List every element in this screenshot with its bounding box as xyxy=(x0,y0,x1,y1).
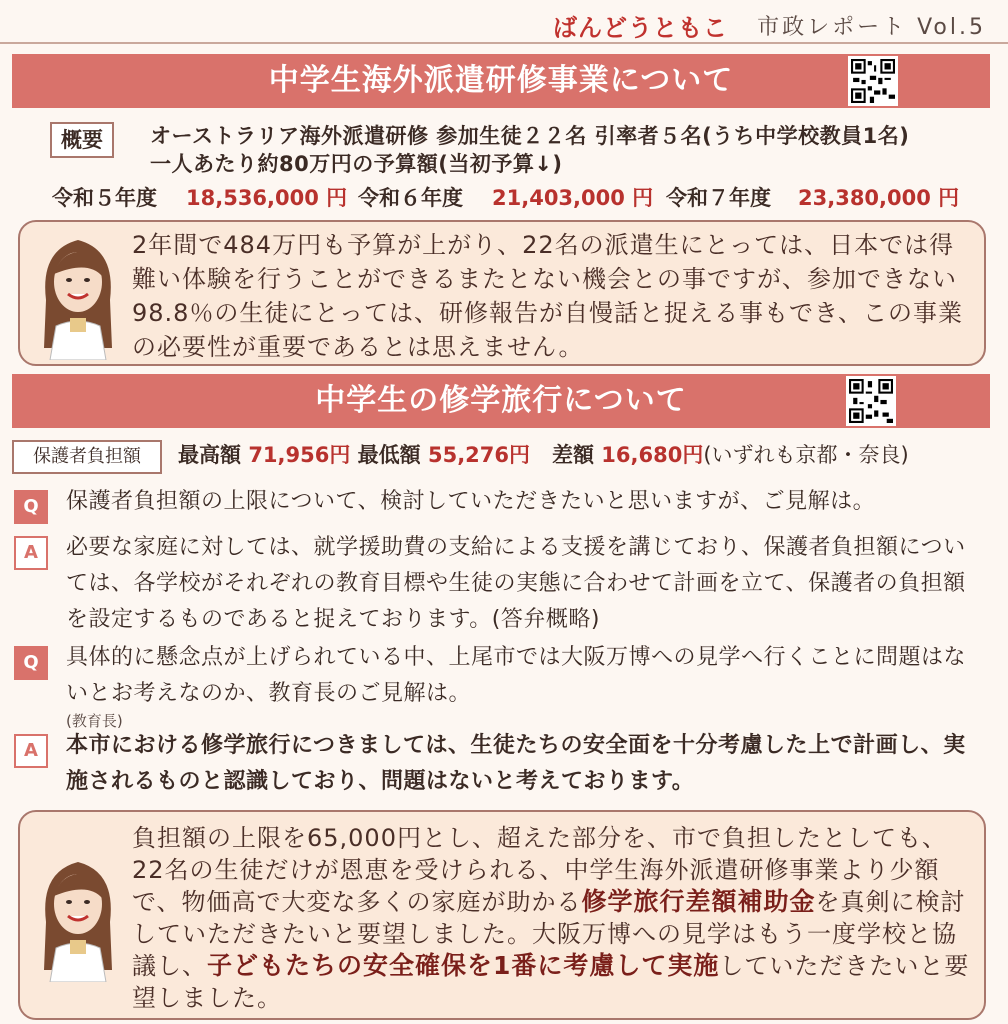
overview-line-2: 一人あたり約80万円の予算額(当初予算↓) xyxy=(150,152,563,176)
author-name: ばんどうともこ xyxy=(553,14,728,42)
diff-label: 差額 xyxy=(551,443,594,467)
comment-part-3: していただきたいと要望しました。 xyxy=(132,952,970,1012)
comment-highlight-2: 子どもたちの安全確保を1番に考慮して実施 xyxy=(207,951,720,980)
burden-summary xyxy=(178,440,909,470)
budget-amount: 23,380,000 円 xyxy=(798,186,960,210)
comment-box xyxy=(18,810,986,1020)
budget-row xyxy=(0,182,1008,212)
budget-year-label: 令和６年度 xyxy=(358,186,463,210)
answer-mark: A xyxy=(14,734,48,768)
section2-title: 中学生の修学旅行について xyxy=(12,374,990,428)
question-text: 具体的に懸念点が上げられている中、上尾市では大阪万博への見学へ行くことに問題はないとお考えなのか、教育長のご見解は。 xyxy=(66,645,967,706)
qr-code-icon[interactable] xyxy=(848,56,898,106)
overview-line-1: オーストラリア海外派遣研修 参加生徒２２名 引率者５名(うち中学校教員1名) xyxy=(150,124,910,148)
budget-amount: 18,536,000 円 xyxy=(186,186,348,210)
diff-value: 16,680円 xyxy=(601,443,704,467)
answer-mark: A xyxy=(14,536,48,570)
question-mark: Q xyxy=(14,490,48,524)
comment-highlight-1: 修学旅行差額補助金 xyxy=(581,887,816,916)
comment-text xyxy=(132,822,972,1014)
max-value: 71,956円 xyxy=(248,443,351,467)
report-title: 市政レポート Vol.5 xyxy=(757,15,986,40)
respondent-label: (教育長) xyxy=(66,712,123,730)
budget-year-label: 令和５年度 xyxy=(52,186,157,210)
qr-code-icon[interactable] xyxy=(846,376,896,426)
avatar-illustration-icon xyxy=(32,230,124,360)
comment-text: 2年間で484万円も予算が上がり、22名の派遣生にとっては、日本では得難い体験を行うことができるまたとない機会との事ですが、参加できない98.8％の生徒にとっては、研修報告が自慢話と捉える事もでき、この事業の必要性が重要であるとは思えません。 xyxy=(132,231,963,361)
page-header xyxy=(0,0,1008,44)
budget-year-label: 令和７年度 xyxy=(666,186,771,210)
answer-text: 本市における修学旅行につきましては、生徒たちの安全面を十分考慮した上で計画し、実施されるものと認識しており、問題はないと考えております。 xyxy=(66,733,966,794)
budget-amount: 21,403,000 円 xyxy=(492,186,654,210)
comment-part-1: 負担額の上限を65,000円とし、超えた部分を、市で負担したとしても、22名の生徒だけが恩恵を受けられる、中学生海外派遣研修事業より少額で、物価高で大変な多くの家庭が助かる xyxy=(132,824,947,916)
answer-text: 必要な家庭に対しては、就学援助費の支給による支援を講じており、保護者負担額については、各学校がそれぞれの教育目標や生徒の実態に合わせて計画を立て、保護者の負担額を設定するものであると捉えております。(答弁概略) xyxy=(66,535,966,632)
comment-box xyxy=(18,220,986,366)
burden-tag: 保護者負担額 xyxy=(12,440,162,474)
avatar-illustration-icon xyxy=(32,852,124,982)
overview-tag: 概要 xyxy=(50,122,114,158)
section1-title: 中学生海外派遣研修事業について xyxy=(12,54,990,108)
max-label: 最高額 xyxy=(178,443,241,467)
comment-part-2: を真剣に検討していただきたいと要望しました。大阪万博への見学はもう一度学校と協議し、 xyxy=(132,888,966,980)
min-label: 最低額 xyxy=(357,443,421,467)
question-mark: Q xyxy=(14,646,48,680)
question-text: 保護者負担額の上限について、検討していただきたいと思いますが、ご見解は。 xyxy=(66,489,876,514)
burden-note: (いずれも京都・奈良) xyxy=(703,443,909,467)
min-value: 55,276円 xyxy=(427,443,531,467)
